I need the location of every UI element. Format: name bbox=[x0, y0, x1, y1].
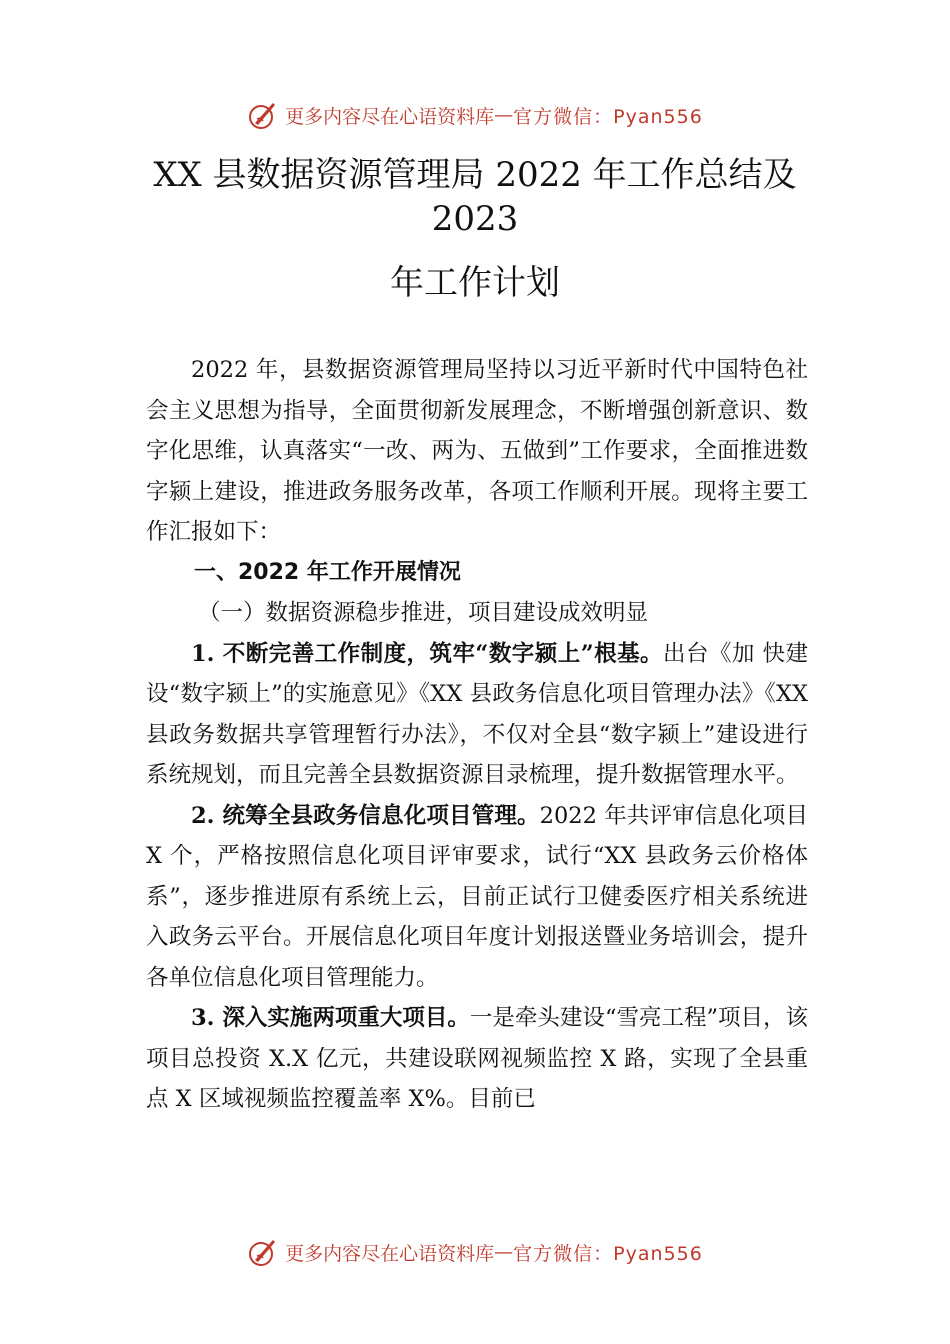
quill-logo-icon bbox=[247, 99, 279, 131]
watermark-footer bbox=[0, 1232, 950, 1272]
item-1-paragraph bbox=[146, 634, 808, 796]
item-2-text: 2022 年共评审信息化项目 X 个，严格按照信息化项目评审要求，试行“XX 县政务云价格体系”，逐步推进原有系统上云，目前正试行卫健委医疗相关系统进入政务云平台。开展信息化项目年度计划报送暨业务培训会，提升各单位信息化项目管理能力。 bbox=[146, 802, 808, 991]
subsection-heading-1: （一）数据资源稳步推进，项目建设成效明显 bbox=[198, 600, 649, 626]
watermark-right-text: 官方微信：Pyan556 bbox=[513, 1242, 703, 1265]
item-2-paragraph bbox=[146, 796, 808, 999]
watermark-separator: — bbox=[494, 1241, 514, 1263]
watermark-separator: — bbox=[494, 104, 514, 126]
item-1-lead: 1. 不断完善工作制度，筑牢“数字颍上”根基。 bbox=[191, 640, 664, 667]
item-3-lead: 3. 深入实施两项重大项目。 bbox=[191, 1005, 470, 1031]
document-title-line-2: 2023 bbox=[431, 199, 519, 239]
intro-paragraph: 2022 年，县数据资源管理局坚持以习近平新时代中国特色社会主义思想为指导，全面贯彻新发展理念，不断增强创新意识、数字化思维，认真落实“一改、两为、五做到”工作要求，全面推进数字颍上建设，推进政务服务改革，各项工作顺利开展。现将主要工作汇报如下： bbox=[146, 357, 808, 545]
watermark-right-text: 官方微信：Pyan556 bbox=[513, 105, 703, 128]
item-1-text: 出台《加 快建设“数字颍上”的实施意见》《XX 县政务信息化项目管理办法》《XX 县政务数据共享管理暂行办法》，不仅对全县“数字颍上”建设进行系统规划，而且完善全县数据资源目录梳理，提升数据管理水平。 bbox=[146, 640, 808, 788]
watermark-left-text: 更多内容尽在心语资料库 bbox=[285, 1242, 495, 1265]
item-2-lead: 2. 统筹全县政务信息化项目管理。 bbox=[191, 802, 540, 829]
document-body bbox=[146, 350, 808, 1120]
document-title-line-1: XX 县数据资源管理局 2022 年工作总结及 bbox=[153, 155, 797, 195]
section-heading-1: 一、2022 年工作开展情况 bbox=[194, 559, 461, 585]
watermark-header bbox=[0, 95, 950, 135]
watermark-left-text: 更多内容尽在心语资料库 bbox=[285, 105, 495, 128]
quill-logo-icon bbox=[247, 1236, 279, 1268]
item-3-paragraph bbox=[146, 998, 808, 1120]
item-3-text: 一是牵头建设“雪亮工程”项目，该项目总投资 X.X 亿元，共建设联网视频监控 X 路，实现了全县重点 X 区域视频监控覆盖率 X%。目前已 bbox=[146, 1005, 808, 1112]
document-title-line-3: 年工作计划 bbox=[390, 263, 560, 303]
